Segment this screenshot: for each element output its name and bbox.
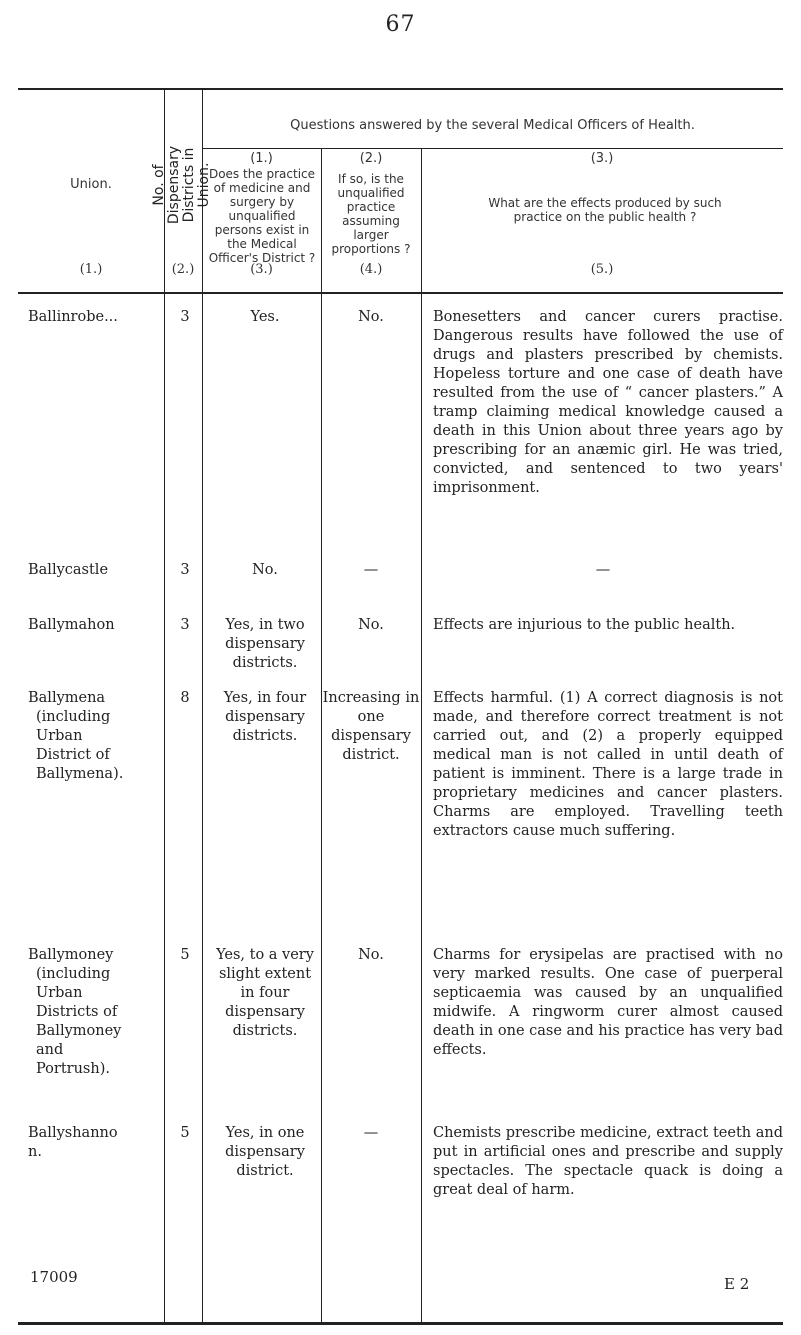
answer-q1: Yes, in one dispensary district. (225, 1125, 305, 1179)
union-name: Ballymoney (28, 947, 114, 963)
answer-q1: Yes, in two dispensary districts. (225, 617, 305, 671)
answer-q2: — (363, 562, 379, 578)
district-count: 5 (180, 1125, 190, 1141)
questions-rule (202, 148, 783, 149)
union-name: Ballyshannon. (28, 1125, 118, 1160)
union-note: (including Urban Districts of Ballymoney and Portrush). (36, 966, 122, 1077)
footer-print-code: 17009 (30, 1268, 78, 1286)
header-dispensary-text: No. of Dispensary Districts in Union. (151, 145, 212, 224)
header-q2-text: If so, is the unqualified practice assuming larger proportions ? (331, 172, 411, 256)
body-divider-4 (421, 294, 422, 1322)
union-name: Ballinrobe... (28, 309, 118, 325)
answer-q1: No. (252, 562, 278, 578)
header-bottom-rule (18, 292, 783, 294)
header-dispensary-num: (2.) (171, 262, 195, 277)
header-dispensary (151, 92, 212, 277)
body-divider-3 (321, 294, 322, 1322)
header-q1-num: (3.) (250, 262, 273, 277)
top-rule (18, 88, 783, 90)
answer-q2: — (363, 1125, 379, 1141)
answer-q3: Bonesetters and cancer curers practise. Dangerous results have followed the use of drugs and plasters prescribed by chemists. Hopeless torture and one case of death have resulted from the use of “ cancer plasters.” A tramp claiming medical knowledge caused a death in this Union about three years ago by prescribing for an anæmic girl. He was tried, convicted, and sentenced to two years' imprisonment. (433, 309, 783, 496)
answer-q3: — (595, 562, 611, 578)
header-union: Union. (70, 177, 112, 192)
union-name: Ballymahon (28, 617, 115, 633)
footer-signature: E 2 (724, 1275, 750, 1293)
header-q3-label: (3.) (590, 151, 614, 166)
district-count: 8 (180, 690, 190, 706)
district-count: 3 (180, 617, 190, 633)
answer-q2: No. (358, 947, 384, 963)
answer-q1: Yes. (250, 309, 280, 325)
header-union-num: (1.) (79, 262, 103, 277)
header-q3-text: What are the effects produced by such practice on the public health ? (488, 196, 722, 224)
header-questions-title: Questions answered by the several Medical Officers of Health. (290, 118, 695, 133)
header-q1-label: (1.) (250, 151, 273, 166)
answer-q3: Charms for erysipelas are practised with no very marked results. One case of puerperal septicaemia was caused by an unqualified midwife. A ringworm curer almost caused death in one case and his practice has very bad effects. (433, 947, 783, 1058)
body-divider-1 (164, 294, 165, 1322)
answer-q2: No. (358, 617, 384, 633)
header-q3-num: (5.) (590, 262, 614, 277)
header-q2-num: (4.) (359, 262, 383, 277)
answer-q3: Effects are injurious to the public health. (433, 617, 736, 633)
district-count: 3 (180, 309, 190, 325)
header-q1-text: Does the practice of medicine and surgery by unqualified persons exist in the Medical Officer's District ? (208, 167, 316, 265)
district-count: 5 (180, 947, 190, 963)
bottom-rule (18, 1322, 783, 1325)
body-divider-2 (202, 294, 203, 1322)
answer-q3: Effects harmful. (1) A correct diagnosis is not made, and therefore correct treatment is not carried out, and (2) a properly equipped medical man is not called in until death of patient is imminent. There is a large trade in proprietary medicines and cancer plasters. Charms are employed. Travelling teeth extractors cause much suffering. (433, 690, 783, 839)
answer-q2: No. (358, 309, 384, 325)
page-number: 67 (385, 12, 416, 37)
answer-q1: Yes, to a very slight extent in four dispensary districts. (216, 947, 314, 1039)
header-q2-label: (2.) (359, 151, 383, 166)
answer-q2: Increasing in one dispensary district. (322, 690, 420, 763)
district-count: 3 (180, 562, 190, 578)
union-note: (including Urban District of Ballymena). (36, 709, 124, 782)
union-name: Ballymena (28, 690, 106, 706)
union-name: Ballycastle (28, 562, 109, 578)
answer-q3: Chemists prescribe medicine, extract teeth and put in artificial ones and prescribe and supply spectacles. The spectacle quack is doing a great deal of harm. (433, 1125, 784, 1198)
answer-q1: Yes, in four dispensary districts. (223, 690, 307, 744)
